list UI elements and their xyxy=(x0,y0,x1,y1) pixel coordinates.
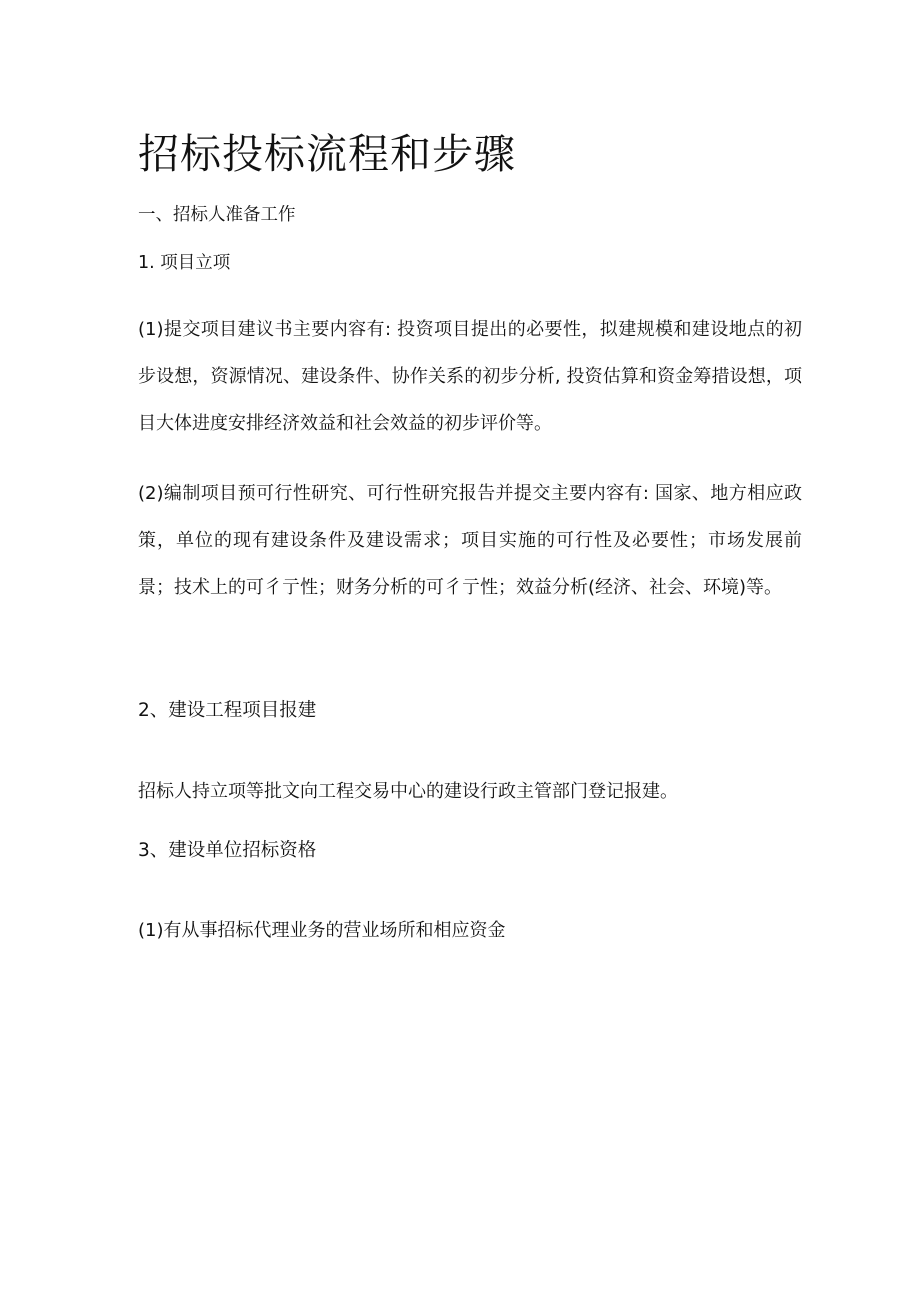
paragraph-project-proposal: (1)提交项目建议书主要内容有: 投资项目提出的必要性，拟建规模和建设地点的初步设想，资源情况、建设条件、协作关系的初步分析, 投资估算和资金筹措设想，项目大体进度安排经济效益和社会效益的初步评价等。 xyxy=(138,319,802,434)
paragraph-qualification-item-1: (1)有从事招标代理业务的营业场所和相应资金 xyxy=(138,920,506,941)
subheading-project-approval: 1. 项目立项 xyxy=(138,253,231,273)
section-heading-preparation: 一、招标人准备工作 xyxy=(138,205,296,225)
paragraph-registration: 招标人持立项等批文向工程交易中心的建设行政主管部门登记报建。 xyxy=(138,781,678,802)
subheading-tender-qualification: 3、建设单位招标资格 xyxy=(138,840,317,861)
paragraph-feasibility-study: (2)编制项目预可行性研究、可行性研究报告并提交主要内容有: 国家、地方相应政策，单位的现有建设条件及建设需求；项目实施的可行性及必要性；市场发展前景；技术上的可彳亍性；财务分析的可彳亍性；效益分析(经济、社会、环境)等。 xyxy=(138,483,802,598)
subheading-project-registration: 2、建设工程项目报建 xyxy=(138,700,317,721)
document-title: 招标投标流程和步骤 xyxy=(138,130,516,178)
